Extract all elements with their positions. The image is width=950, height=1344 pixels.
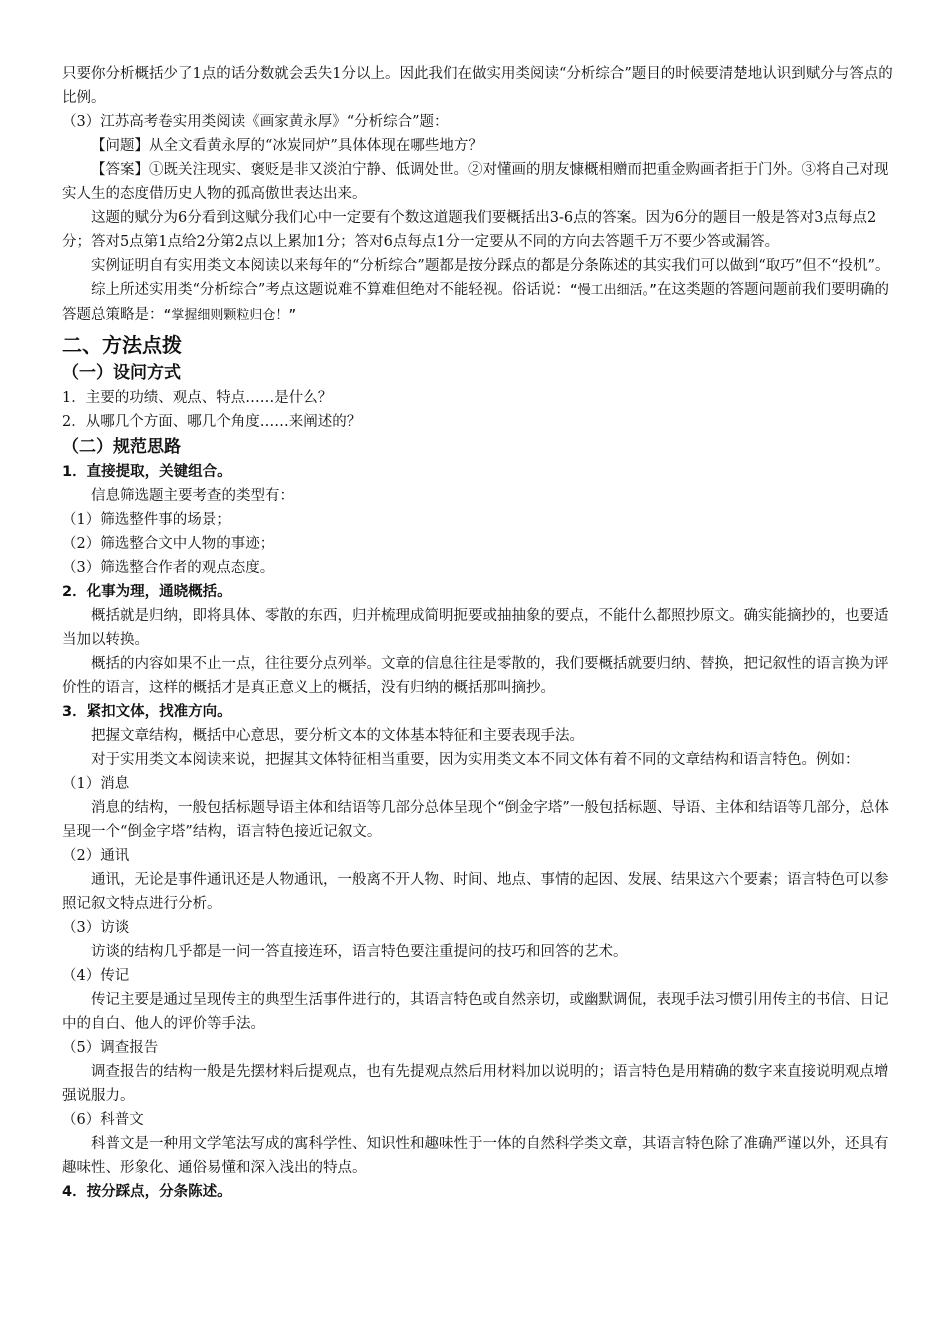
strategy-quote: “掌握细则颗粒归仓！” bbox=[163, 308, 297, 323]
method-2-paragraph-1: 概括就是归纳，即将具体、零散的东西，归并梳理成简明扼要或抽抽象的要点，不能什么都照抄原文。确实能摘抄的，也要适当加以转换。 bbox=[62, 608, 889, 648]
genre-label: （4）传记 bbox=[62, 968, 130, 984]
genre-text: 访谈的结构几乎都是一问一答直接连环，语言特色要注重提问的技巧和回答的艺术。 bbox=[91, 944, 628, 960]
intro-paragraph-1: 只要你分析概括少了1点的话分数就会丢失1分以上。因此我们在做实用类阅读“分析综合”题目的时候要清楚地认识到赋分与答点的比例。 bbox=[62, 66, 893, 106]
example-heading: （3）江苏高考卷实用类阅读《画家黄永厚》“分析综合”题： bbox=[62, 114, 449, 130]
summary-paragraph bbox=[62, 278, 898, 328]
method-3-paragraph-2: 对于实用类文本阅读来说，把握其文体特征相当重要，因为实用类文本不同文体有着不同的文章结构和语言特色。例如： bbox=[91, 752, 860, 768]
question-type-item: 1．主要的功绩、观点、特点……是什么？ bbox=[62, 390, 333, 406]
example-proof-paragraph: 实例证明自有实用类文本阅读以来每年的“分析综合”题都是按分踩点的都是分条陈述的其实我们可以做到“取巧”但不“投机”。 bbox=[91, 258, 890, 274]
summary-text-a: 综上所述实用类“分析综合”考点这题说难不算难但绝对不能轻视。俗话说： bbox=[91, 282, 570, 298]
genre-label: （5）调查报告 bbox=[62, 1040, 159, 1056]
summary-text-b: 在这类题的答题问题前我们要明确的答题总策略是： bbox=[62, 282, 889, 323]
proverb-quote: “慢工出细活。” bbox=[569, 283, 657, 298]
method-heading-2: 2．化事为理，通晓概括。 bbox=[62, 584, 232, 600]
method-3-paragraph-1: 把握文章结构，概括中心意思，要分析文本的文体基本特征和主要表现手法。 bbox=[91, 728, 584, 744]
method-1-item: （1）筛选整件事的场景； bbox=[62, 512, 231, 528]
answer-paragraph: 【答案】①既关注现实、褒贬是非又淡泊宁静、低调处世。②对懂画的朋友慷概相赠而把重金购画者拒于门外。③将自己对现实人生的态度借历史人物的孤高傲世表达出来。 bbox=[62, 162, 889, 202]
section-title: 二、方法点拨 bbox=[62, 333, 182, 357]
method-heading-3: 3．紧扣文体，找准方向。 bbox=[62, 704, 232, 720]
method-2-paragraph-2: 概括的内容如果不止一点，往往要分点列举。文章的信息往往是零散的，我们要概括就要归纳、替换，把记叙性的语言换为评价性的语言，这样的概括才是真正意义上的概括，没有归纳的概括那叫摘抄。 bbox=[62, 656, 889, 696]
genre-label: （6）科普文 bbox=[62, 1112, 144, 1128]
scoring-paragraph: 这题的赋分为6分看到这赋分我们心中一定要有个数这道题我们要概括出3-6点的答案。因为6分的题目一般是答对3点每点2分；答对5点第1点给2分第2点以上累加1分；答对6点每点1分一定要从不同的方向去答题千万不要少答或漏答。 bbox=[62, 210, 877, 250]
question-type-item: 2．从哪几个方面、哪几个角度……来阐述的？ bbox=[62, 414, 362, 430]
subsection-title-questioning: （一）设问方式 bbox=[62, 363, 181, 383]
method-heading-1: 1．直接提取，关键组合。 bbox=[62, 464, 232, 480]
method-1-intro: 信息筛选题主要考查的类型有： bbox=[91, 488, 294, 504]
method-1-item: （2）筛选整合文中人物的事迹； bbox=[62, 536, 275, 552]
question-paragraph: 【问题】从全文看黄永厚的“冰炭同炉”具体体现在哪些地方？ bbox=[91, 138, 483, 154]
genre-text: 科普文是一种用文学笔法写成的寓科学性、知识性和趣味性于一体的自然科学类文章，其语言特色除了准确严谨以外，还具有趣味性、形象化、通俗易懂和深入浅出的特点。 bbox=[62, 1136, 889, 1176]
genre-text: 通讯，无论是事件通讯还是人物通讯，一般离不开人物、时间、地点、事情的起因、发展、结果这六个要素；语言特色可以参照记叙文特点进行分析。 bbox=[62, 872, 889, 912]
genre-label: （2）通讯 bbox=[62, 848, 130, 864]
genre-text: 调查报告的结构一般是先摆材料后提观点，也有先提观点然后用材料加以说明的；语言特色是用精确的数字来直接说明观点增强说服力。 bbox=[62, 1064, 889, 1104]
genre-label: （1）消息 bbox=[62, 776, 130, 792]
genre-label: （3）访谈 bbox=[62, 920, 130, 936]
method-heading-4: 4．按分踩点，分条陈述。 bbox=[62, 1184, 232, 1200]
method-1-item: （3）筛选整合作者的观点态度。 bbox=[62, 560, 275, 576]
genre-text: 消息的结构，一般包括标题导语主体和结语等几部分总体呈现个“倒金字塔”一般包括标题、导语、主体和结语等几部分，总体呈现一个“倒金字塔”结构，语言特色接近记叙文。 bbox=[62, 800, 889, 840]
subsection-title-approach: （二）规范思路 bbox=[62, 437, 181, 457]
genre-text: 传记主要是通过呈现传主的典型生活事件进行的，其语言特色或自然亲切，或幽默调侃，表现手法习惯引用传主的书信、日记中的自白、他人的评价等手法。 bbox=[62, 992, 889, 1032]
